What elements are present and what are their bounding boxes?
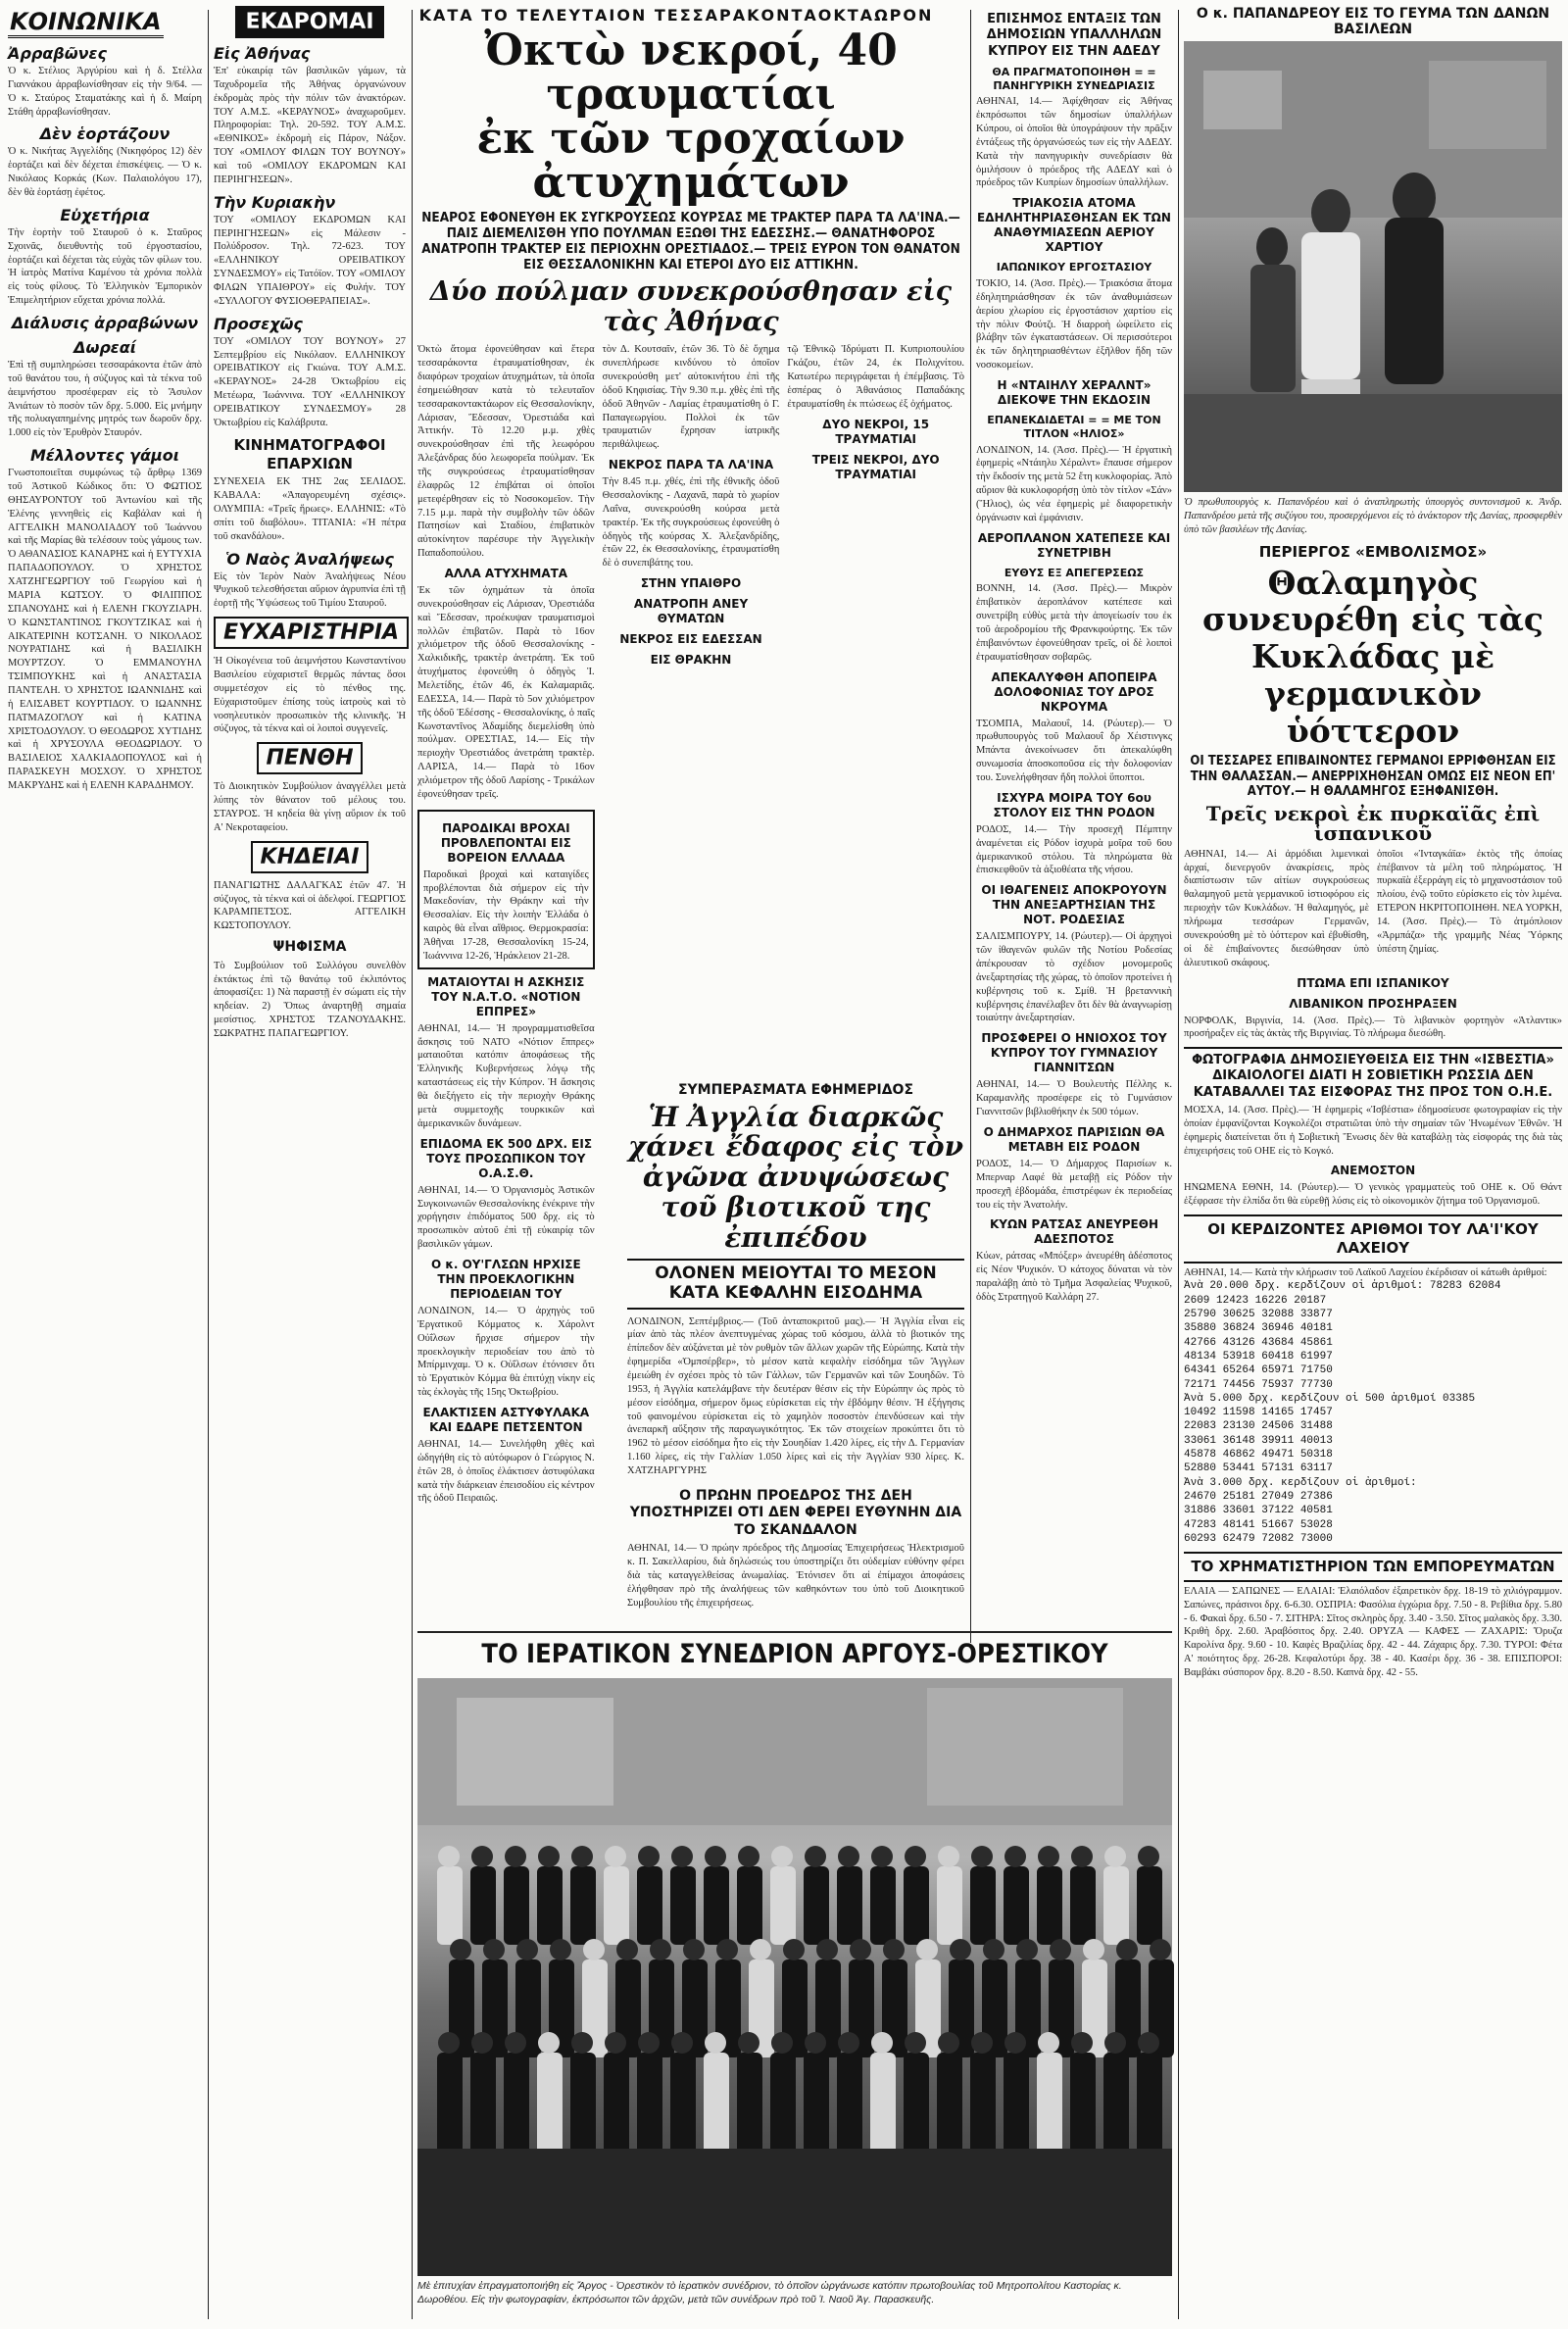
- person-figure: [1016, 1939, 1038, 1960]
- penthi-heading: ΠΕΝΘΗ: [257, 742, 364, 774]
- person-figure: [604, 1866, 629, 1945]
- body-text: ΤΟΥ «ΟΜΙΛΟΥ ΤΟΥ ΒΟΥΝΟΥ» 27 Σεπτεμβρίου εἰς Νικόλαον. ΕΛΛΗΝΙΚΟΥ ΟΡΕΙΒΑΤΙΚΟΥ εἰς Γκιώνα. ΤΟΥ Α.Μ.Σ. «ΚΕΡΑΥΝΟΣ» 24-28 Ὀκτωβρίου εἰς Μετέωρα, Ἰωάννινα. ΤΟΥ «ΕΛΛΗΝΙΚΟΥ ΟΡΕΙΒΑΤΙΚΟΥ ΣΥΝΔΕΣΜΟΥ» 28 Ὀκτωβρίου εἰς Καλάβρυτα.: [214, 335, 406, 428]
- body-text: ΑΘΗΝΑΙ, 14.— Αἱ ἀρμόδιαι λιμενικαὶ ἀρχαί, διενεργοῦν ἀνακρίσεις, πρὸς διαπίστωσιν τῶν αἰτίων συγκρούσεως θαλαμηγοῦ μετὰ γερμανικοῦ ἱστιοφόρου εἰς περιοχὴν τῶν Κυκλάδων. Ἡ θαλαμηγός, μὲ πλήρωμα τεσσάρων Γερμανῶν, συνεκρούσθη μὲ τὸ ὑόττερον καὶ ἐβυθίσθη, οἱ δὲ ἐπιβαίνοντες διεσώθησαν ὑπὸ ἁλιευτικοῦ σκάφους.: [1184, 848, 1369, 968]
- yacht-kicker: ΠΕΡΙΕΡΓΟΣ «ΕΜΒΟΛΙΣΜΟΣ»: [1258, 542, 1488, 561]
- uk-subhead1: ΟΛΟΝΕΝ ΜΕΙΟΥΤΑΙ ΤΟ ΜΕΣΟΝ: [627, 1259, 964, 1284]
- person-figure: [771, 2032, 793, 2054]
- person-figure: [850, 1939, 871, 1960]
- adedy-headline: ΕΠΙΣΗΜΟΣ ΕΝΤΑΞΙΣ ΤΩΝ ΔΗΜΟΣΙΩΝ ΥΠΑΛΛΗΛΩΝ ΚΥΠΡΟΥ ΕΙΣ ΤΗΝ ΑΔΕΔΥ: [986, 12, 1162, 59]
- person-figure: [1104, 2032, 1126, 2054]
- subsection-heading: ΕΙΣ ΘΡΑΚΗΝ: [650, 653, 732, 668]
- subsection-heading: ΝΕΚΡΟΣ ΠΑΡΑ ΤΑ ΛΑ'ΙΝΑ: [608, 458, 774, 472]
- body-text: Εἰς τὸν Ἱερὸν Ναὸν Ἀναλήψεως Νέου Ψυχικοῦ τελεσθήσεται αὔριον ἀγρυπνία ἐπὶ τῇ ἑορτῇ τῆς Ὑψώσεως τοῦ Τιμίου Σταυροῦ.: [214, 570, 406, 610]
- person-figure: [905, 1846, 926, 1867]
- council-photo-figures: [417, 1678, 1172, 2276]
- izvestia-headline: ΦΩΤΟΓΡΑΦΙΑ ΔΗΜΟΣΙΕΥΘΕΙΣΑ ΕΙΣ ΤΗΝ «ΙΣΒΕΣΤΙΑ» ΔΙΚΑΙΟΛΟΓΕΙ ΔΙΑΤΙ Η ΣΟΒΙΕΤΙΚΗ ΡΩΣΣΙΑ ΔΕΝ ΚΑΤΑΒΑΛΛΕΙ ΤΑΣ ΕΙΣΦΟΡΑΣ ΤΗΣ ΠΡΟΣ ΤΟΝ Ο.Η.Ε.: [1184, 1047, 1562, 1101]
- lottery-row: 64341 65264 65971 71750: [1184, 1364, 1333, 1377]
- column-society: [8, 0, 202, 2329]
- person-figure: [737, 1866, 762, 1945]
- rhodesia-headline: ΟΙ ΙΘΑΓΕΝΕΙΣ ΑΠΟΚΡΟΥΟΥΝ ΤΗΝ ΑΝΕΞΑΡΤΗΣΙΑΝ ΤΗΣ ΝΟΤ. ΡΟΔΕΣΙΑΣ: [981, 883, 1167, 927]
- person-figure: [871, 1846, 893, 1867]
- body-text: Ἐπὶ τῇ συμπληρώσει τεσσαράκοντα ἐτῶν ἀπὸ τοῦ θανάτου του, ἡ σύζυγος καὶ τὰ τέκνα τοῦ ἀειμνήστου προσέφεραν εἰς τὸ Ἄσυλον Ἀνιάτων τὸ ποσὸν τῶν δρχ. 5.000. Εἰς μνήμην τῆς πολυαγαπημένης μητρός των δωροῦν δρχ. 1.000 εἰς τὸν Ἐρυθρὸν Σταυρόν.: [8, 360, 202, 439]
- body-text: Τὸ Συμβούλιον τοῦ Συλλόγου συνελθὸν ἐκτάκτως ἐπὶ τῷ θανάτῳ τοῦ ἐκλιπόντος ἀποφασίζει: 1) Νὰ παραστῇ ἐν σώματι εἰς τὴν κηδείαν. 2) Ὅπως ἀναρτηθῇ σημαία μεσίστιος. ΧΡΗΣΤΟΣ ΤΖΑΝΟΥΔΑΚΗΣ. ΣΩΚΡΑΤΗΣ ΠΑΠΑΓΕΩΡΓΙΟΥ.: [214, 960, 406, 1039]
- uk-subhead2: ΚΑΤΑ ΚΕΦΑΛΗΝ ΕΙΣΟΔΗΜΑ: [627, 1284, 964, 1310]
- herald-subhead: ΕΠΑΝΕΚΔΙΔΕΤΑΙ = = ΜΕ ΤΟΝ ΤΙΤΛΟΝ «ΗΛΙΟΣ»: [987, 414, 1161, 440]
- koinonika-heading: ΚΟΙΝΩΝΙΚΑ: [8, 8, 164, 38]
- person-figure: [1104, 1846, 1126, 1867]
- body-text: τὸν Δ. Κουτσαῖν, ἐτῶν 36. Τὸ δὲ ὄχημα συνεπλήρωσε κινδύνου τὸ ὁποῖον συνεκρούσθη μετ' αὐτοκινήτου ἐπὶ τῆς ὁδοῦ Κηφισίας. Τὴν 9.30 π.μ. χθὲς ἐπὶ τῆς ὁδοῦ Ἀθηνῶν - Λαμίας ἐτραυματίσθη ὁ Γ. Παπαγεωργίου. Πολλοὶ ἐκ τῶν τραυματιῶν ἔχρησαν ἰατρικῆς περιθάλψεως.: [602, 344, 780, 451]
- subsection-heading: ΝΕΚΡΟΣ ΕΙΣ ΕΔΕΣΣΑΝ: [619, 632, 762, 647]
- person-figure: [1103, 1866, 1129, 1945]
- person-figure: [1037, 1866, 1062, 1945]
- person-figure: [1071, 1846, 1093, 1867]
- person-figure: [683, 1939, 705, 1960]
- body-text: Κύων, ράτσας «Μπόξερ» ἀνευρέθη ἀδέσποτος εἰς Νέον Ψυχικόν. Ὁ κάτοχος δύναται νὰ τὸν παραλάβῃ ἀπὸ τὸ Τμῆμα Ἀσφαλείας Ψυχικοῦ, ὁδὸς Στρατηγοῦ Καλλάρη 27.: [976, 1251, 1172, 1303]
- body-text: ΑΘΗΝΑΙ, 14.— Ὁ πρώην πρόεδρος τῆς Δημοσίας Ἐπιχειρήσεως Ἠλεκτρισμοῦ κ. Π. Σακελλαρίου, διὰ δηλώσεώς του ὑποστηρίζει ὅτι οὐδεμίαν εὐθύνην φέρει διὰ τὰς καταγγελθείσας ἀνωμαλίας. Ἐτόνισεν ὅτι αἱ ἐπίμαχοι ἀποφάσεις ἐλήφθησαν πρὸ τῆς ἀναλήψεως τῶν καθηκόντων του ὑπὸ τοῦ Διοικητικοῦ Συμβουλίου τῆς ἐπιχειρήσεως.: [627, 1543, 964, 1609]
- person-figure: [450, 1939, 471, 1960]
- photo-top-caption: Ο κ. ΠΑΠΑΝΔΡΕΟΥ ΕΙΣ ΤΟ ΓΕΥΜΑ ΤΩΝ ΔΑΝΩΝ ΒΑΣΙΛΕΩΝ: [1196, 6, 1550, 38]
- lottery-row: 31886 33601 37122 40581: [1184, 1505, 1333, 1517]
- column-rule: [1178, 10, 1179, 2319]
- lottery-headline: ΟΙ ΚΕΡΔΙΖΟΝΤΕΣ ΑΡΙΘΜΟΙ ΤΟΥ ΛΑ'Ι'ΚΟΥ ΛΑΧΕΙΟΥ: [1184, 1214, 1562, 1264]
- section-heading: Μέλλοντες γάμοι: [29, 446, 180, 466]
- council-headline: ΤΟ ΙΕΡΑΤΙΚΟΝ ΣΥΝΕΔΡΙΟΝ ΑΡΓΟΥΣ-ΟΡΕΣΤΙΚΟΥ: [481, 1639, 1108, 1669]
- person-figure: [805, 2032, 826, 2054]
- body-text: ΣΥΝΕΧΕΙΑ ΕΚ ΤΗΣ 2ας ΣΕΛΙΔΟΣ. ΚΑΒΑΛΑ: «Ἀπαγορευμένη σχέσις». ΟΛΥΜΠΙΑ: «Τρεῖς ἥρωες». ΕΛΛΗΝΙΣ: «Τὸ σπίτι τοῦ διαβόλου». ΤΙΤΑΝΙΑ: «Ἡ πέτρα τοῦ σκανδάλου».: [214, 476, 406, 542]
- nato-headline: ΜΑΤΑΙΟΥΤΑΙ Η ΑΣΚΗΣΙΣ ΤΟΥ Ν.Α.Τ.Ο. «ΝΟΤΙΟΝ ΕΠΠΡΕΣ»: [427, 974, 585, 1018]
- lottery-row: 60293 62479 72082 73000: [1184, 1532, 1333, 1545]
- body-text: ΤΟΥ «ΟΜΙΛΟΥ ΕΚΔΡΟΜΩΝ ΚΑΙ ΠΕΡΙΗΓΗΣΕΩΝ» εἰς Μάλεσιν - Πολύδροσον. Τηλ. 72-623. ΤΟΥ «ΕΛΛΗΝΙΚΟΥ ΟΡΕΙΒΑΤΙΚΟΥ ΣΥΝΔΕΣΜΟΥ» εἰς Τατόϊον. ΤΟΥ «ΟΜΙΛΟΥ ΦΙΛΩΝ ΥΠΑΙΘΡΟΥ» εἰς Φυλήν. ΤΟΥ «ΣΥΛΛΟΓΟΥ ΦΥΣΙΟΘΕΡΑΠΕΙΑΣ».: [214, 214, 406, 307]
- body-text: Ὀκτὼ ἄτομα ἐφονεύθησαν καὶ ἕτερα τεσσαράκοντα ἐτραυματίσθησαν, ἐκ διαφόρων τροχαίων ἀτυχημάτων, τὰ ὁποῖα ἐσημειώθησαν κατὰ τὸ τελευταῖον τεσσαρακοντακτάωρον εἰς Θεσσαλονίκην, Λάρισαν, Ἔδεσσαν, Ὀρεστιάδα καὶ Ἀττικήν. Τὸ 12.20 μ.μ. χθὲς συνεκρούσθησαν ἐπὶ τῆς λεωφόρου Ἀλεξάνδρας δύο λεωφορεῖα πούλμαν. Ἐκ τῆς συγκρούσεως ἐτραυματίσθησαν ἐλαφρῶς 12 ἐπιβάται οἱ ὁποῖοι μετεφέρθησαν εἰς τὸ Νοσοκομεῖον. Τὴν 7.15 μ.μ. παρὰ τὴν συμβολὴν τῶν ὁδῶν Πατησίων καὶ Σταδίου, ἐπιβατικὸν αὐτοκίνητον παρέσυρε τὴν Ἀγγελικὴν Παπαδοπούλου.: [417, 344, 595, 560]
- second-headline: Δύο πούλμαν συνεκρούσθησαν εἰς τὰς Ἀθήνας: [429, 276, 953, 338]
- person-figure: [970, 1866, 996, 1945]
- person-figure: [671, 1846, 693, 1867]
- body-text: ΠΑΝΑΓΙΩΤΗΣ ΔΑΛΑΓΚΑΣ ἐτῶν 47. Ἡ σύζυγος, τὰ τέκνα καὶ οἱ ἀδελφοί. ΓΕΩΡΓΙΟΣ ΚΑΡΑΜΠΕΤΣΟΣ. ΑΓΓΕΛΙΚΗ ΚΩΣΤΟΠΟΥΛΟΥ.: [214, 879, 406, 932]
- efxaristiria-heading: ΕΥΧΑΡΙΣΤΗΡΙΑ: [214, 617, 409, 649]
- lottery-row: 24670 25181 27049 27386: [1184, 1490, 1333, 1503]
- person-figure: [704, 1866, 729, 1945]
- cyprus-headline: ΠΡΟΣΦΕΡΕΙ Ο ΗΝΙΟΧΟΣ ΤΟΥ ΚΥΠΡΟΥ ΤΟΥ ΓΥΜΝΑΣΙΟΥ ΓΙΑΝΝΙΤΣΩΝ: [981, 1031, 1167, 1075]
- body-text: ΑΘΗΝΑΙ, 14.— Ὁ Ὀργανισμὸς Ἀστικῶν Συγκοινωνιῶν Θεσσαλονίκης ἐνέκρινε τὴν χορήγησιν ἐπιδόματος 500 δρχ. εἰς τὸ προσωπικὸν αὐτοῦ ἐπὶ τῇ εὐκαιρίᾳ τῶν βασιλικῶν γάμων.: [417, 1184, 595, 1251]
- section-heading: Διάλυσις ἀρραβώνων: [11, 314, 199, 333]
- body-text: Τὸ Διοικητικὸν Συμβούλιον ἀναγγέλλει μετὰ λύπης τὸν θάνατον τοῦ μέλους του. ΣΤΑΥΡΟΣ. Ἡ κηδεία θὰ γίνῃ αὔριον ἐκ τοῦ Α' Νεκροταφείου.: [214, 781, 406, 833]
- person-figure: [916, 1939, 938, 1960]
- person-figure: [1004, 2032, 1026, 2054]
- lottery-row: 35880 36824 36946 40181: [1184, 1322, 1333, 1335]
- body-text: ΑΘΗΝΑΙ, 14.— Συνελήφθη χθὲς καὶ ὡδηγήθη εἰς τὸ αὐτόφωρον ὁ Γεώργιος Ν. ἐτῶν 28, ὁ ὁποῖος ἐλάκτισεν ἀστυφύλακα κατὰ τὴν διάρκειαν ἐπεισοδίου εἰς κέντρον τῆς ὁδοῦ Πειραιῶς.: [417, 1438, 595, 1505]
- person-figure: [938, 2032, 959, 2054]
- person-figure: [537, 1866, 563, 1945]
- person-figure: [883, 1939, 905, 1960]
- body-text: ΑΘΗΝΑΙ, 14.— Κατὰ τὴν κλήρωσιν τοῦ Λαϊκοῦ Λαχείου ἐκέρδισαν οἱ κάτωθι ἀριθμοί:: [1184, 1266, 1547, 1278]
- main-headline-line2: ἐκ τῶν τροχαίων ἀτυχημάτων: [476, 113, 906, 208]
- grant-headline: ΕΠΙΔΟΜΑ ΕΚ 500 ΔΡΧ. ΕΙΣ ΤΟΥΣ ΠΡΟΣΩΠΙΚΟΝ ΤΟΥ Ο.Α.Σ.Θ.: [419, 1136, 593, 1180]
- person-figure: [505, 1846, 526, 1867]
- cinemas-heading: ΚΙΝΗΜΑΤΟΓΡΑΦΟΙ ΕΠΑΡΧΙΩΝ: [233, 435, 386, 472]
- body-text: ΛΟΝΔΙΝΟΝ, 14. (Ἀσσ. Πρὲς).— Ἡ ἐργατικὴ ἐφημερὶς «Ντάιηλυ Χέραλντ» ἔπαυσε σήμερον τὴν ἔκδοσίν της μετὰ 52 ἔτη κυκλοφορίας. Ἀπὸ αὔριον θὰ κυκλοφορήσῃ ὑπὸ τὸν τίτλον «Σάν» (Ἥλιος), ὡς νέα ἐφημερὶς μὲ διαφορετικὴν ὀργάνωσιν καὶ ἐμφάνισιν.: [976, 444, 1172, 523]
- walsh-headline: Ο κ. ΟΥ'ΓΛΣΩΝ ΗΡΧΙΣΕ ΤΗΝ ΠΡΟΕΚΛΟΓΙΚΗΝ ΠΕΡΙΟΔΕΙΑΝ ΤΟΥ: [430, 1257, 581, 1301]
- body-text: Ὁ κ. Στέλιος Ἀργύρίου καὶ ἡ δ. Στέλλα Γιαννάκου ἀρραβωνίσθησαν εἰς τὴν 9/64. — Ὁ κ. Σταύρος Σταματάκης καὶ ἡ δ. Μαίρη Στάθη ἀρραβωνίσθησαν.: [8, 66, 202, 118]
- body-text: ΡΟΔΟΣ, 14.— Τὴν προσεχῆ Πέμπτην ἀναμένεται εἰς Ρόδον ἰσχυρὰ μοῖρα τοῦ 6ου ἀμερικανικοῦ στόλου. Τὰ πληρώματα θὰ ἐπισκεφθοῦν τὰ ἀξιοθέατα τῆς νήσου.: [976, 823, 1172, 876]
- person-figure: [705, 1846, 726, 1867]
- person-figure: [950, 1939, 971, 1960]
- rains-headline: ΠΑΡΟΔΙΚΑΙ ΒΡΟΧΑΙ ΠΡΟΒΛΕΠΟΝΤΑΙ ΕΙΣ ΒΟΡΕΙΟΝ ΕΛΛΑΔΑ: [440, 820, 571, 865]
- person-figure: [437, 1866, 463, 1945]
- person-figure: [583, 1939, 605, 1960]
- body-text: ΜΟΣΧΑ, 14. (Ἀσσ. Πρὲς).— Ἡ ἐφημερὶς «Ἰσβέστια» ἐδημοσίευσε φωτογραφίαν εἰς τὴν ὁποίαν ἐμφανίζονται Κογκολέζοι στρατιῶται ὑπὸ τὴν σημαίαν τῶν Ἡνωμένων Ἐθνῶν. Ἡ ἐφημερὶς διατείνεται ὅτι ἡ Σοβιετικὴ Ἕνωσις δὲν θὰ καταβάλῃ τὰς εἰσφοράς της διὰ τὰς ἐπιχειρήσεις τοῦ ΟΗΕ εἰς τὸ Κογκό.: [1184, 1104, 1562, 1157]
- person-figure: [538, 2032, 560, 2054]
- section-heading: Εὐχετήρια: [60, 205, 150, 224]
- body-text: ΑΘΗΝΑΙ, 14.— Ὁ Βουλευτὴς Πέλλης κ. Καραμανλῆς προσέφερε εἰς τὸ Γυμνάσιον Γιαννιτσῶν βιβλιοθήκην ἐκ 500 τόμων.: [976, 1079, 1172, 1118]
- lottery-row: Ἀνὰ 20.000 δρχ. κερδίζουν οἱ ἀριθμοί: 78283 62084: [1184, 1280, 1501, 1293]
- fleet-headline: ΙΣΧΥΡΑ ΜΟΙΡΑ ΤΟΥ 6ου ΣΤΟΛΟΥ ΕΙΣ ΤΗΝ ΡΟΔΟΝ: [993, 790, 1155, 819]
- person-figure: [550, 1939, 571, 1960]
- subsection-heading: ΣΤΗΝ ΥΠΑΙΘΡΟ: [640, 576, 742, 591]
- body-text: ΗΝΩΜΕΝΑ ΕΘΝΗ, 14. (Ρώυτερ).— Ὁ γενικὸς γραμματεὺς τοῦ ΟΗΕ κ. Οὔ Θάντ ἐξέφρασε τὴν ἐλπίδα ὅτι θὰ εὑρεθῇ λύσις εἰς τὸ οἰκονομικὸν ζήτημα τοῦ Ὀργανισμοῦ.: [1184, 1182, 1562, 1208]
- person-figure: [1070, 1866, 1096, 1945]
- section-heading: Δωρεαί: [74, 338, 136, 358]
- yacht-headline: Θαλαμηγὸς συνευρέθη εἰς τὰς Κυκλάδας μὲ γερμανικὸν ὑόττερον: [1202, 563, 1544, 751]
- section-heading: Τὴν Κυριακὴν: [214, 192, 336, 212]
- person-figure: [483, 1939, 505, 1960]
- body-text: Ὁ κ. Νικήτας Ἀγγελίδης (Νικηφόρος 12) δὲν ἑορτάζει καὶ δὲν δέχεται ἐπισκέψεις. — Ὁ κ. Νικόλαος Κορκάς (Κων. Παλαιολόγου 17), δὲν θὰ ἑορτάσῃ ἐφέτος.: [8, 146, 202, 199]
- section-heading: Εἰς Ἀθήνας: [214, 44, 311, 63]
- person-figure: [570, 1866, 596, 1945]
- body-text: ΕΛΑΙΑ — ΣΑΠΩΝΕΣ — ΕΛΑΙΑΙ: Ἐλαιόλαδον ἐξαιρετικὸν δρχ. 18-19 τὸ χιλιόγραμμον. Σαπώνες, πράσινοι δρχ. 6-6.30. ΟΣΠΡΙΑ: Φασόλια ἐγχώρια δρχ. 7.50 - 8. Ρεβίθια δρχ. 5.80 - 6. Φακαὶ δρχ. 6.50 - 7. ΣΙΤΗΡΑ: Σῖτος σκληρὸς δρχ. 3.40 - 3.50. Σῖτος μαλακὸς δρχ. 3.30. Κριθὴ δρχ. 2.60. Ἀραβόσιτος δρχ. 2.40. ΟΡΥΖΑ — ΚΑΦΕΣ — ΖΑΧΑΡΙΣ: Ὄρυζα Καρολίνα δρχ. 9.60 - 10. Καφὲς Βραζιλίας δρχ. 42 - 44. Ζάχαρις δρχ. 7.30. ΤΥΡΟΙ: Φέτα Α' ποιότητος δρχ. 26-28. Κεφαλοτύρι δρχ. 38 - 40. Κασέρι δρχ. 36 - 38. ΕΠΙΣΠΟΡΟΙ: Βαμβάκι σύσπορον δρχ. 8.20 - 8.50. Καπνὰ δρχ. 42 - 55.: [1184, 1585, 1562, 1679]
- person-figure: [1150, 1939, 1171, 1960]
- plane-subhead: ΕΥΘΥΣ ΕΞ ΑΠΕΓΕΡΣΕΩΣ: [1004, 566, 1145, 579]
- body-text: Παροδικαὶ βροχαὶ καὶ καταιγίδες προβλέπονται διὰ σήμερον εἰς τὴν Μακεδονίαν, τὴν Θράκην καὶ τὴν Θεσσαλίαν. Εἰς τὴν λοιπὴν Ἑλλάδα ὁ καιρὸς θὰ εἶναι αἴθριος. Θερμοκρασία: Ἀθῆναι 17-28, Θεσσαλονίκη 15-24, Ἰωάννινα 12-26, Ἡράκλειον 21-28.: [423, 868, 589, 962]
- person-figure: [816, 1939, 838, 1960]
- person-figure: [516, 1939, 538, 1960]
- body-text: ὁποῖοι «Ἰνταγκάϊα» ἐκτὸς τῆς ὁποίας ἐπέβαινον τὰ μέλη τοῦ πληρώματος. Ἡ πυρκαϊὰ ἐξερράγη εἰς τὸ μηχανοστάσιον τοῦ πλοίου, ἐνῷ τοῦτο εὑρίσκετο εἰς τὸν λιμένα. ΕΤΕΡΟΝ ΗΚΡΙΤΟΠΟΙΗΘΗ. ΝΕΑ ΥΟΡΚΗ, 14. (Ἀσσ. Πρὲς).— Τὸ ἀτμόπλοιον «Ἀρμπάζα» τῆς γραμμῆς Νέας Ὑόρκης ὑπέστη ζημίας.: [1377, 848, 1562, 955]
- lottery-row: 47283 48141 51667 53028: [1184, 1518, 1333, 1531]
- body-text: ΝΟΡΦΟΛΚ, Βιργινία, 14. (Ἀσσ. Πρὲς).— Τὸ λιβανικὸν φορτηγὸν «Ἀτλαντικ» προσήραξεν εἰς τὰς ἀκτὰς τῆς Βιργινίας. Τὸ πλήρωμα διεσώθη.: [1184, 1015, 1562, 1040]
- section-heading: Προσεχῶς: [214, 314, 303, 333]
- person-figure: [650, 1939, 671, 1960]
- person-figure: [438, 1846, 460, 1867]
- person-figure: [905, 2032, 926, 2054]
- person-figure: [1071, 2032, 1093, 2054]
- body-text: ΤΣΟΜΠΑ, Μαλαουΐ, 14. (Ρώυτερ).— Ὁ πρωθυπουργὸς τοῦ Μαλαουΐ δρ Χέιστινγκς Μπάντα ἀνεκοίνωσεν ὅτι ἀπεκαλύφθη συνωμοσία ἀποσκοποῦσα εἰς τὴν δολοφονίαν του. Συνελήφθησαν ἤδη πολλοὶ ὕποπτοι.: [976, 718, 1172, 784]
- person-figure: [770, 1866, 796, 1945]
- person-figure: [904, 1866, 929, 1945]
- person-figure: [937, 1866, 962, 1945]
- person-figure: [571, 2032, 593, 2054]
- body-text: ΛΟΝΔΙΝΟΝ, 14.— Ὁ ἀρχηγὸς τοῦ Ἐργατικοῦ Κόμματος κ. Χάρολντ Οὐΐλσων ἤρχισε σήμερον τὴν προεκλογικὴν περιοδείαν του ἀπὸ τὸ Μπίρμινχαμ. Ὁ κ. Οὐΐλσων ἐτόνισεν ὅτι τὸ Ἐργατικὸν Κόμμα θὰ ἐπιτύχῃ νίκην εἰς τὰς ἐκλογὰς τῆς 15ης Ὀκτωβρίου.: [417, 1305, 595, 1399]
- lottery-row: 42766 43126 43684 45861: [1184, 1336, 1333, 1349]
- lottery-row: 33061 36148 39911 40013: [1184, 1434, 1333, 1447]
- person-figure: [783, 1939, 805, 1960]
- column-news: [976, 0, 1172, 1643]
- subsection-heading: ΑΝΑΤΡΟΠΗ ΑΝΕΥ ΘΥΜΑΤΩΝ: [633, 597, 749, 626]
- person-figure: [771, 1846, 793, 1867]
- section-heading: Ὁ Ναὸς Ἀναλήψεως: [225, 549, 394, 569]
- ptwma-headline: ΠΤΩΜΑ ΕΠΙ ΙΣΠΑΝΙΚΟΥ: [1297, 975, 1449, 990]
- person-figure: [1138, 2032, 1159, 2054]
- body-text: ΒΟΝΝΗ, 14. (Ἀσσ. Πρὲς).— Μικρὸν ἐπιβατικὸν ἀεροπλάνον κατέπεσε καὶ συνετρίβη εὐθὺς μετὰ τὴν ἀπογείωσίν του ἐκ τοῦ ἀεροδρομίου τῆς Φρανκφούρτης. Ἐκ τῶν ἐπιβαινόντων ἐφονεύθησαν τρεῖς, οἱ δὲ λοιποὶ ἐτραυματίσθησαν σοβαρῶς.: [976, 583, 1172, 663]
- body-text: τῷ Ἐθνικῷ Ἰδρύματι Π. Κυπριοπουλίου Γκάζου, ἐτῶν 24, ἐκ Πολιχνίτου. Κατωτέρω περιγράφεται ἡ ἐπέμβασις. Τὸ ἑσπέρας ὁ Ἀθανάσιος Παπαδάκης ἐτραυματίσθη ἐκ πτώσεως ἐξ ὀχήματος.: [787, 344, 965, 410]
- column-excursions: [214, 0, 406, 2329]
- person-figure: [1083, 1939, 1104, 1960]
- photo-bottom-caption: Ὁ πρωθυπουργὸς κ. Παπανδρέου καὶ ὁ ἀναπληρωτὴς ὑπουργὸς συντονισμοῦ κ. Ἀνδρ. Παπανδρέου μετὰ τῆς συζύγου του, προσερχόμενοι εἰς τὸ ἀνάκτορον τῆς Δανίας, προσφερθὲν ὑπὸ τῶν βασιλέων τῆς Δανίας.: [1184, 497, 1562, 535]
- person-figure: [1038, 2032, 1059, 2054]
- person-figure: [638, 1846, 660, 1867]
- body-text: ΛΟΝΔΙΝΟΝ, Σεπτέμβριος.— (Τοῦ ἀνταποκριτοῦ μας).— Ἡ Ἀγγλία εἶναι εἰς μίαν ἀπὸ τὰς πλέον ἀνεπτυγμένας χώρας τοῦ κόσμου, ἀλλὰ τὸ βιοτικόν της ἐπίπεδον δὲν αὐξάνεται μὲ τὸν ρυθμὸν τῶν ἄλλων χωρῶν τῆς Εὐρώπης. Κατὰ τὴν ἐφημερίδα «Ὀμπσέρβερ», τὸ μέσον κατὰ κεφαλὴν εἰσόδημα τῶν Ἄγγλων ἐμειώθη ἐν σχέσει πρὸς τὸ τῶν Γάλλων, τῶν Γερμανῶν καὶ τῶν Σουηδῶν. Τὸ 1953, ἡ Ἀγγλία κατελάμβανε τὴν δευτέραν θέσιν εἰς τὴν Εὐρώπην ὡς πρὸς τὸ μέσον εἰσόδημα, σήμερον ὅμως εὑρίσκεται εἰς τὴν ἑβδόμην θέσιν. Ἡ ἐξήγησις τοῦ φαινομένου εὑρίσκεται εἰς τὸ χαμηλὸν ποσοστὸν ἐπενδύσεων καὶ τὴν ἀνεπαρκῆ αὔξησιν τῆς παραγωγικότητος. Ἐκ τῶν στοιχείων προκύπτει ὅτι τὸ 1962 τὸ μέσον εἰσόδημα ἦτο εἰς τὴν Σουηδίαν 1.420 λίρες, εἰς τὴν Δ. Γερμανίαν 1.160 λίρες, εἰς τὴν Γαλλίαν 1.050 λίρες καὶ εἰς τὴν Ἀγγλίαν 930 λίρες. Κ. ΧΑΤΖΗΑΡΓΥΡΗΣ: [627, 1315, 964, 1477]
- section-heading: Δὲν ἑορτάζουν: [39, 124, 171, 144]
- person-figure: [1004, 1866, 1029, 1945]
- kicker-line: ΚΑΤΑ ΤΟ ΤΕΛΕΥΤΑΙΟΝ ΤΕΣΣΑΡΑΚΟΝΤΑΟΚΤΑΩΡΟΝ: [418, 6, 934, 25]
- nkrumah-headline: ΑΠΕΚΑΛΥΦΘΗ ΑΠΟΠΕΙΡΑ ΔΟΛΟΦΟΝΙΑΣ ΤΟΥ ΔΡΟΣ ΝΚΡΟΥΜΑ: [991, 669, 1157, 714]
- uk-story: [627, 1076, 964, 1609]
- body-text: ΤΟΚΙΟ, 14. (Ἀσσ. Πρὲς).— Τριακόσια ἄτομα ἐδηλητηριάσθησαν ἐκ τῶν ἀναθυμιάσεων ἀερίου χλωρίου εἰς ἐργοστάσιον χαρτίου εἰς τὴν πόλιν Φούτζι. Ἡ διαρροὴ ὠφείλετο εἰς βλάβην τῶν ἐγκαταστάσεων. Οἱ περισσότεροι ἐκ τῶν δηλητηριασθέντων ἐξῆλθον ἤδη τῶν νοσοκομείων.: [976, 278, 1172, 372]
- person-figure: [1050, 1939, 1071, 1960]
- lottery-row: Ἀνὰ 5.000 δρχ. κερδίζουν οἱ 500 ἀριθμοί 03385: [1184, 1392, 1476, 1405]
- lottery-row: 2609 12423 16226 20187: [1184, 1294, 1327, 1307]
- person-figure: [870, 1866, 896, 1945]
- lebanon-headline: ΛΙΒΑΝΙΚΟΝ ΠΡΟΣΗΡΑΞΕΝ: [1289, 996, 1457, 1011]
- person-figure: [1004, 1846, 1026, 1867]
- council-photo: [417, 1678, 1172, 2276]
- horizontal-rule: [417, 1631, 1172, 1633]
- kideia-heading: ΚΗΔΕΙΑΙ: [251, 841, 369, 873]
- person-figure: [804, 1866, 829, 1945]
- body-text: Γνωστοποιεῖται συμφώνως τῷ ἄρθρῳ 1369 τοῦ Ἀστικοῦ Κώδικος ὅτι: Ὁ ΦΩΤΙΟΣ ΘΗΣΑΥΡΟΝΤΟΥ τοῦ Ἀντωνίου καὶ τῆς Ἑλένης γεννηθεὶς εἰς Καβάλαν καὶ ἡ ΑΓΓΕΛΙΚΗ ΜΑΝΟΛΙΑΔΟΥ τοῦ Ἰωάννου καὶ τῆς Μαρίας θὰ τελέσουν τοὺς γάμους των. Ὁ ΑΘΑΝΑΣΙΟΣ ΚΑΝΑΡΗΣ καὶ ἡ ΕΥΤΥΧΙΑ ΠΑΠΑΔΟΠΟΥΛΟΥ. Ὁ ΧΡΗΣΤΟΣ ΧΑΤΖΗΓΕΩΡΓΙΟΥ τοῦ Γεωργίου καὶ ἡ ΜΑΡΙΑ ΚΩΤΣΟΥ. Ὁ ΦΙΛΙΠΠΟΣ ΣΠΑΝΟΥΔΗΣ καὶ ἡ ΕΛΕΝΗ ΓΚΟΥΖΙΑΡΗ. Ὁ ΚΩΝΣΤΑΝΤΙΝΟΣ ΓΚΟΥΤΖΙΚΑΣ καὶ ἡ ΑΙΚΑΤΕΡΙΝΗ ΚΟΤΣΑΝΗ. Ὁ ΝΙΚΟΛΑΟΣ ΝΟΥΡΑΤΙΔΗΣ καὶ ἡ ΒΑΣΙΛΙΚΗ ΜΟΥΡΤΖΟΥ. Ὁ ΕΜΜΑΝΟΥΗΛ ΤΣΙΜΠΟΥΚΗΣ καὶ ἡ ΑΝΑΣΤΑΣΙΑ ΠΑΝΤΕΛΗ. Ὁ ΧΡΗΣΤΟΣ ΙΩΑΝΝΙΔΗΣ καὶ ἡ ΕΛΙΣΑΒΕΤ ΚΟΥΡΤΙΔΟΥ. Ὁ ΙΩΑΝΝΗΣ ΠΑΤΜΑΖΟΓΛΟΥ καὶ ἡ ΚΑΤΙΝΑ ΧΡΙΣΤΟΔΟΥΛΟΥ. Ὁ ΘΕΟΔΩΡΟΣ ΧΥΤΙΔΗΣ καὶ ἡ ΧΡΥΣΟΥΛΑ ΘΕΟΔΩΡΙΔΟΥ. Ὁ ΒΑΣΙΛΕΙΟΣ ΧΑΛΚΙΑΔΟΠΟΥΛΟΣ καὶ ἡ ΠΑΡΑΣΚΕΥΗ ΜΟΣΧΟΥ. Ὁ ΧΡΗΣΤΟΣ ΜΑΚΡΥΔΗΣ καὶ ἡ ΕΛΕΝΗ ΚΑΡΑΔΗΜΟΥ.: [8, 468, 202, 791]
- main-subhead: ΝΕΑΡΟΣ ΕΦΟΝΕΥΘΗ ΕΚ ΣΥΓΚΡΟΥΣΕΩΣ ΚΟΥΡΣΑΣ ΜΕ ΤΡΑΚΤΕΡ ΠΑΡΑ ΤΑ ΛΑ'ΙΝΑ.— ΠΑΙΣ ΔΙΕΜΕΛΙΣΘΗ ΥΠΟ ΠΟΥΛΜΑΝ ΕΞΩΘΙ ΤΗΣ ΕΔΕΣΣΗΣ.— ΘΑΝΑΤΗΦΟΡΟΣ ΑΝΑΤΡΟΠΗ ΤΡΑΚΤΕΡ ΕΙΣ ΠΕΡΙΟΧΗΝ ΟΡΕΣΤΙΑΔΟΣ.— ΤΡΕΙΣ ΕΥΡΟΝ ΤΟΝ ΘΑΝΑΤΟΝ ΕΙΣ ΘΕΣΣΑΛΟΝΙΚΗΝ ΚΑΙ ΕΤΕΡΟΙ ΔΥΟ ΕΙΣ ΑΤΤΙΚΗΝ.: [421, 209, 960, 273]
- section-heading: Ἀρραβῶνες: [8, 44, 107, 63]
- person-figure: [616, 1939, 638, 1960]
- column-rule: [970, 10, 971, 1643]
- person-figure: [670, 1866, 696, 1945]
- police-headline: ΕΛΑΚΤΙΣΕΝ ΑΣΤΥΦΥΛΑΚΑ ΚΑΙ ΕΔΑΡΕ ΠΕΤΣΕΝΤΟΝ: [422, 1405, 590, 1434]
- body-text: Τὴν 8.45 π.μ. χθές, ἐπὶ τῆς ἐθνικῆς ὁδοῦ Θεσσαλονίκης - Λαχανᾶ, παρὰ τὸ χωρίον Λαΐνα, συνεκρούσθη κούρσα μετὰ τρακτέρ. Ἐκ τῆς συγκρούσεως ἐφονεύθη ὁ ὁδηγὸς τῆς κούρσας Χ. Ἀλεξανδρίδης, ἐτῶν 22, ἐκ Θεσσαλονίκης, ἐτραυματίσθη δὲ ὁ συνεπιβάτης του.: [602, 476, 780, 570]
- person-figure: [838, 2032, 859, 2054]
- lottery-row: 45878 46862 49471 50318: [1184, 1449, 1333, 1462]
- papandreou-photo: [1184, 41, 1562, 492]
- person-figure: [505, 2032, 526, 2054]
- adedy-subhead: ΘΑ ΠΡΑΓΜΑΤΟΠΟΙΗΘΗ = = ΠΑΝΗΓΥΡΙΚΗ ΣΥΝΕΔΡΙΑΣΙΣ: [992, 65, 1156, 92]
- ekdromai-heading: ΕΚΔΡΟΜΑΙ: [235, 6, 383, 38]
- person-figure: [716, 1939, 738, 1960]
- mayor-headline: Ο ΔΗΜΑΡΧΟΣ ΠΑΡΙΣΙΩΝ ΘΑ ΜΕΤΑΒΗ ΕΙΣ ΡΟΔΟΝ: [983, 1124, 1165, 1154]
- body-text: Τὴν ἑορτὴν τοῦ Σταυροῦ ὁ κ. Σταῦρος Σχοινᾶς, διευθυντὴς τοῦ ἐργοστασίου, ἑορτάζει καὶ δέχεται τὰς εὐχὰς τῶν φίλων του. Ἡ ἰατρὸς Ματίνα Καμένου τὰ χρόνια πολλὰ εἰς τοὺς φίλους. Τὸ Ἑλληνικὸν Ἐμπορικὸν Ἐπιμελητήριον εὔχεται χρόνια πολλά.: [8, 226, 202, 307]
- person-figure: [637, 1866, 662, 1945]
- person-figure: [1137, 1866, 1162, 1945]
- lottery-row: 10492 11598 14165 17457: [1184, 1407, 1333, 1419]
- subsection-heading: ΔΥΟ ΝΕΚΡΟΙ, 15 ΤΡΑΥΜΑΤΙΑΙ: [822, 417, 930, 446]
- person-figure: [605, 2032, 626, 2054]
- uk-headline: Ἡ Ἀγγλία διαρκῶς χάνει ἔδαφος εἰς τὸν ἀγῶνα ἀνυψώσεως τοῦ βιοτικοῦ της ἐπιπέδου: [627, 1100, 964, 1254]
- body-text: Ἐπ' εὐκαιρίᾳ τῶν βασιλικῶν γάμων, τὰ Ταχυδρομεῖα τῆς Ἀθήνας ὀργανώνουν ἐκδρομὰς πρὸς τὴν πόλιν τῶν ἀνακτόρων. ΤΟΥ Α.Μ.Σ. «ΚΕΡΑΥΝΟΣ» ἀναχωροῦμεν. Πληροφορίαι: Τηλ. 20-592. ΤΟΥ Α.Μ.Σ. «ΕΘΝΙΚΟΣ» ἐκδρομὴ εἰς Πάρον, Νάξον. ΤΟΥ «ΟΜΙΛΟΥ ΦΙΛΩΝ ΤΟΥ ΒΟΥΝΟΥ» καὶ τοῦ «ΟΜΙΛΟΥ ΕΚΔΡΟΜΩΝ ΚΑΙ ΠΕΡΙΗΓΗΣΕΩΝ».: [214, 66, 406, 185]
- dei-headline: Ο ΠΡΩΗΝ ΠΡΟΕΔΡΟΣ ΤΗΣ ΔΕΗ ΥΠΟΣΤΗΡΙΖΕΙ ΟΤΙ ΔΕΝ ΦΕΡΕΙ ΕΥΘΥΝΗΝ ΔΙΑ ΤΟ ΣΚΑΝΔΑΛΟΝ: [629, 1487, 962, 1538]
- lottery-row: 48134 53918 60418 61997: [1184, 1350, 1333, 1363]
- subsection-heading: ΤΡΕΙΣ ΝΕΚΡΟΙ, ΔΥΟ ΤΡΑΥΜΑΤΙΑΙ: [811, 452, 940, 481]
- person-figure: [983, 1939, 1004, 1960]
- main-headline-line1: Ὀκτὼ νεκροί, 40 τραυματίαι: [484, 25, 898, 120]
- person-figure: [938, 1846, 959, 1867]
- column-rule: [208, 10, 209, 2319]
- person-figure: [738, 2032, 760, 2054]
- person-figure: [571, 1846, 593, 1867]
- body-text: ΑΘΗΝΑΙ, 14.— Ἀφίχθησαν εἰς Ἀθήνας ἐκπρόσωποι τῶν δημοσίων ὑπαλλήλων Κύπρου, οἱ ὁποῖοι θὰ ὑπογράψουν τὴν πρᾶξιν ἐντάξεως τῆς ὀργανώσεώς των εἰς τὴν ΑΔΕΔΥ. Κατὰ τὴν πανηγυρικὴν συνεδρίασιν θὰ ὁμιλήσουν ὁ πρόεδρος τῆς ΑΔΕΔΥ καὶ ὁ πρόεδρος τῶν Κυπρίων δημοσίων ὑπαλλήλων.: [976, 96, 1172, 189]
- psifisma-heading: ΨΗΦΙΣΜΑ: [272, 939, 347, 956]
- plane-headline: ΑΕΡΟΠΛΑΝΟΝ ΧΑΤΕΠΕΣΕ ΚΑΙ ΣΥΝΕΤΡΙΒΗ: [977, 530, 1171, 560]
- body-text: Ἐκ τῶν ὀχημάτων τὰ ὁποῖα συνεκρούσθησαν εἰς Λάρισαν, Ὀρεστιάδα καὶ Ἔδεσσαν, προέκυψαν τραυματισμοὶ πολλῶν ἐπιβατῶν. Παρὰ τὸ 16ον χιλιόμετρον τῆς ὁδοῦ Θεσσαλονίκης - Χαλκιδικῆς, τρακτὲρ ἀνετράπη. Ἐκ τοῦ ἀτυχήματος ἐφονεύθη ὁ ὁδηγὸς Ἰ. Μελετίδης, ἐτῶν 46, ἐκ Καλαμαριᾶς. ΕΔΕΣΣΑ, 14.— Παρὰ τὸ 5ον χιλιόμετρον τῆς ὁδοῦ Ἐδέσσης - Θεσσαλονίκης, ὁ παῖς Κωνσταντῖνος Ἀδαμίδης διεμελίσθη ὑπὸ πούλμαν. ΟΡΕΣΤΙΑΣ, 14.— Εἰς τὴν περιοχὴν Ὀρεστιάδος ἀνετράπη τρακτὲρ. ΛΑΡΙΣΑ, 14.— Παρὰ τὸ 16ον χιλιόμετρον τῆς ὁδοῦ Λαρίσης - Τρικάλων ἐφονεύθησαν τρεῖς.: [417, 585, 595, 800]
- person-figure: [538, 1846, 560, 1867]
- person-figure: [838, 1846, 859, 1867]
- dogs-headline: ΚΥΩΝ ΡΑΤΣΑΣ ΑΝΕΥΡΕΘΗ ΑΔΕΣΠΟΤΟΣ: [990, 1217, 1158, 1247]
- column-right: [1184, 0, 1562, 2329]
- fire-headline: Τρεῖς νεκροὶ ἐκ πυρκαϊᾶς ἐπὶ ἱσπανικοῦ: [1205, 801, 1541, 846]
- person-figure: [837, 1866, 862, 1945]
- person-figure: [971, 2032, 993, 2054]
- person-figure: [504, 1866, 529, 1945]
- body-text: ΣΑΛΙΣΜΠΟΥΡΥ, 14. (Ρώυτερ).— Οἱ ἀρχηγοὶ τῶν ἰθαγενῶν φυλῶν τῆς Νοτίου Ροδεσίας ἀπέκρουσαν τὸ σχέδιον μονομεροῦς ἀνεξαρτησίας τῆς χώρας, τὸ ὁποῖον προτείνει ἡ κυβέρνησις τοῦ κ. Σμίθ. Ἡ βρεταννικὴ κυβέρνησις ἐπανέλαβεν ὅτι δὲν θὰ ἀναγνωρίσῃ τοιαύτην ἀνεξαρτησίαν.: [976, 931, 1172, 1024]
- person-figure: [638, 2032, 660, 2054]
- lottery-row: 52880 53441 57131 63117: [1184, 1462, 1333, 1475]
- subsection-heading: ΑΛΛΑ ΑΤΥΧΗΜΑΤΑ: [444, 567, 568, 580]
- lottery-row: 25790 30625 32088 33877: [1184, 1309, 1333, 1321]
- uk-kicker: ΣΥΜΠΕΡΑΣΜΑΤΑ ΕΦΗΜΕΡΙΔΟΣ: [677, 1082, 914, 1098]
- person-figure: [750, 1939, 771, 1960]
- japan-headline: ΤΡΙΑΚΟΣΙΑ ΑΤΟΜΑ ΕΔΗΛΗΤΗΡΙΑΣΘΗΣΑΝ ΕΚ ΤΩΝ ΑΝΑΘΥΜΙΑΣΕΩΝ ΑΕΡΙΟΥ ΧΑΡΤΙΟΥ: [977, 196, 1171, 255]
- person-figure: [805, 1846, 826, 1867]
- anemos-headline: ΑΝΕΜΟΣΤΟΝ: [1330, 1164, 1416, 1178]
- market-headline: ΤΟ ΧΡΗΜΑΤΙΣΤΗΡΙΟΝ ΤΩΝ ΕΜΠΟΡΕΥΜΑΤΩΝ: [1184, 1552, 1562, 1582]
- person-figure: [438, 2032, 460, 2054]
- person-figure: [671, 2032, 693, 2054]
- person-figure: [1138, 1846, 1159, 1867]
- person-figure: [738, 1846, 760, 1867]
- body-text: Ἡ Οἰκογένεια τοῦ ἀειμνήστου Κωνσταντίνου Βασιλείου εὐχαριστεῖ θερμῶς πάντας ὅσοι συμμετέσχον εἰς τὸ πένθος της. Εὐχαριστοῦμεν ἐπίσης τοὺς ἰατροὺς καὶ τὸ νοσηλευτικὸν προσωπικὸν τῆς κλινικῆς. Ἡ σύζυγος, τὰ τέκνα καὶ οἱ λοιποὶ συγγενεῖς.: [214, 656, 406, 735]
- lottery-list: [1184, 1279, 1562, 1546]
- person-figure: [871, 2032, 893, 2054]
- lottery-row: Ἀνὰ 3.000 δρχ. κερδίζουν οἱ ἀριθμοί:: [1184, 1476, 1417, 1489]
- person-figure: [971, 1846, 993, 1867]
- photo-figures: [1184, 41, 1562, 492]
- person-figure: [1116, 1939, 1138, 1960]
- lottery-row: 72171 74456 75937 77730: [1184, 1378, 1333, 1391]
- yacht-subhead: ΟΙ ΤΕΣΣΑΡΕΣ ΕΠΙΒΑΙΝΟΝΤΕΣ ΓΕΡΜΑΝΟΙ ΕΡΡΙΦΘΗΣΑΝ ΕΙΣ ΤΗΝ ΘΑΛΑΣΣΑΝ.— ΑΝΕΡΡΙΧΗΘΗΣΑΝ ΟΜΩΣ ΕΙΣ ΝΕΟΝ ΕΠ' ΑΥΤΟΥ.— Η ΘΑΛΑΜΗΓΟΣ ΕΞΗΦΑΝΙΣΘΗ.: [1190, 754, 1556, 800]
- body-text: ΡΟΔΟΣ, 14.— Ὁ Δήμαρχος Παρισίων κ. Μπερναρ Λαφέ θὰ μεταβῇ εἰς Ρόδον τὴν προσεχῆ ἑβδομάδα, ἐπιστρέφων ἐκ περιοδείας του εἰς τὴν Ἀνατολήν.: [976, 1158, 1172, 1211]
- person-figure: [1038, 1846, 1059, 1867]
- body-text: ΑΘΗΝΑΙ, 14.— Ἡ προγραμματισθεῖσα ἄσκησις τοῦ ΝΑΤΟ «Νότιον ἔππρες» ματαιοῦται κατόπιν ἀποφάσεως τῆς Ἑλληνικῆς Κυβερνήσεως λόγῳ τῆς καταστάσεως εἰς τὴν Κύπρον. Ἡ ἄσκησις θὰ διεξήγετο εἰς τὴν περιοχὴν Θράκης μετὰ συμμετοχῆς τουρκικῶν καὶ ἀμερικανικῶν δυνάμεων.: [417, 1022, 595, 1129]
- herald-headline: Η «ΝΤΑΙΗΛΥ ΧΕΡΑΛΝΤ» ΔΙΕΚΟΨΕ ΤΗΝ ΕΚΔΟΣΙΝ: [997, 378, 1152, 408]
- japan-subhead: ΙΑΠΩΝΙΚΟΥ ΕΡΓΟΣΤΑΣΙΟΥ: [996, 261, 1152, 274]
- person-figure: [470, 1866, 496, 1945]
- person-figure: [605, 1846, 626, 1867]
- lottery-row: 22083 23130 24506 31488: [1184, 1420, 1333, 1433]
- person-figure: [471, 1846, 493, 1867]
- column-rule: [412, 10, 413, 2319]
- person-figure: [705, 2032, 726, 2054]
- person-figure: [471, 2032, 493, 2054]
- council-caption: Μὲ ἐπιτυχίαν ἐπραγματοποιήθη εἰς Ἄργος - Ὀρεστικὸν τὸ ἱερατικὸν συνέδριον, τὸ ὁποῖον ὠργάνωσε κατόπιν πρωτοβουλίας τοῦ Μητροπολίτου Καστορίας κ. Δωροθέου. Εἰς τὴν φωτογραφίαν, ἐκπρόσωποι τῶν ἀρχῶν, μετὰ τῶν συνέδρων πρὸ τοῦ Ἱ. Ναοῦ Ἁγ. Παρασκευῆς.: [417, 2280, 1122, 2305]
